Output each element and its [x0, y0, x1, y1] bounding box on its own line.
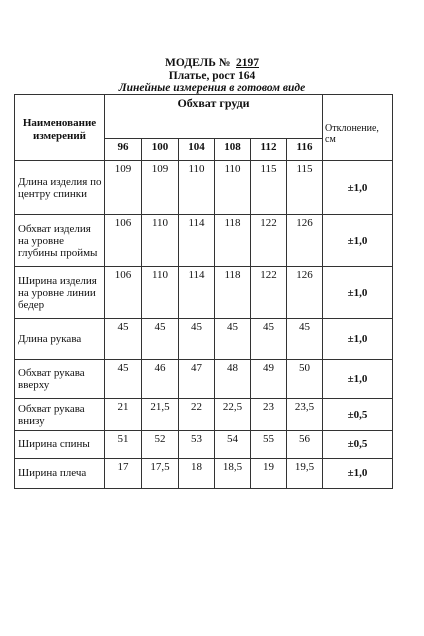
table-row — [15, 359, 393, 399]
measurement-value: 50 — [287, 359, 323, 399]
row-label: Ширина спины — [15, 430, 105, 458]
measurement-value: 23 — [251, 399, 287, 430]
measurement-value: 21 — [105, 399, 142, 430]
measurement-value: 126 — [287, 215, 323, 267]
measurement-value: 23,5 — [287, 399, 323, 430]
measurement-value: 46 — [142, 359, 179, 399]
table-row — [15, 215, 393, 267]
measurement-value: 48 — [215, 359, 251, 399]
measurement-value: 45 — [179, 319, 215, 360]
table-row — [15, 319, 393, 360]
row-label: Ширина плеча — [15, 458, 105, 488]
table-row — [15, 458, 393, 488]
measurement-value: 106 — [105, 267, 142, 319]
measurement-value: 110 — [179, 161, 215, 215]
measurement-value: 51 — [105, 430, 142, 458]
measurement-value: 118 — [215, 215, 251, 267]
measurement-value: 18,5 — [215, 458, 251, 488]
measurements-table — [14, 94, 393, 489]
measurement-value: 56 — [287, 430, 323, 458]
measurement-value: 109 — [105, 161, 142, 215]
measurement-value: 52 — [142, 430, 179, 458]
measurement-value: 45 — [215, 319, 251, 360]
measurement-value: 110 — [215, 161, 251, 215]
measurement-value: 110 — [142, 267, 179, 319]
measurement-value: 118 — [215, 267, 251, 319]
row-label: Обхват изделия на уровне глубины проймы — [15, 215, 105, 267]
deviation-value: ±1,0 — [323, 319, 393, 360]
measurement-value: 45 — [251, 319, 287, 360]
measurement-value: 45 — [287, 319, 323, 360]
deviation-value: ±1,0 — [323, 215, 393, 267]
row-label: Обхват рукава внизу — [15, 399, 105, 430]
measurement-value: 22,5 — [215, 399, 251, 430]
measurement-value: 21,5 — [142, 399, 179, 430]
measurement-value: 53 — [179, 430, 215, 458]
table-row — [15, 399, 393, 430]
model-title — [0, 57, 424, 69]
row-label: Длина изделия по центру спинки — [15, 161, 105, 215]
measurement-value: 17,5 — [142, 458, 179, 488]
product-subtitle: Платье, рост 164 — [168, 70, 256, 82]
model-label: МОДЕЛЬ № — [164, 57, 231, 69]
measurement-value: 110 — [142, 215, 179, 267]
measurement-value: 22 — [179, 399, 215, 430]
size-header-cell: 96 — [105, 139, 142, 161]
measurement-value: 45 — [105, 319, 142, 360]
deviation-column-header: Отклонение, см — [323, 95, 393, 161]
deviation-value: ±1,0 — [323, 161, 393, 215]
name-column-header: Наименование измерений — [15, 95, 105, 161]
measurement-value: 114 — [179, 267, 215, 319]
size-header-cell: 108 — [215, 139, 251, 161]
measurement-value: 55 — [251, 430, 287, 458]
table-row — [15, 161, 393, 215]
measurement-value: 115 — [287, 161, 323, 215]
table-row — [15, 267, 393, 319]
row-label: Обхват рукава вверху — [15, 359, 105, 399]
measurement-value: 45 — [105, 359, 142, 399]
size-header-cell: 100 — [142, 139, 179, 161]
measurement-value: 19 — [251, 458, 287, 488]
measurement-value: 106 — [105, 215, 142, 267]
measurement-value: 17 — [105, 458, 142, 488]
measurement-value: 19,5 — [287, 458, 323, 488]
size-header-cell: 116 — [287, 139, 323, 161]
measurement-value: 49 — [251, 359, 287, 399]
deviation-value: ±0,5 — [323, 399, 393, 430]
measurement-value: 126 — [287, 267, 323, 319]
row-label: Ширина изделия на уровне линии бедер — [15, 267, 105, 319]
measurement-value: 115 — [251, 161, 287, 215]
deviation-value: ±1,0 — [323, 359, 393, 399]
row-label: Длина рукава — [15, 319, 105, 360]
deviation-value: ±1,0 — [323, 267, 393, 319]
chest-girth-header: Обхват груди — [105, 95, 323, 139]
measurement-value: 47 — [179, 359, 215, 399]
measurement-value: 18 — [179, 458, 215, 488]
measurement-value: 45 — [142, 319, 179, 360]
size-header-cell: 112 — [251, 139, 287, 161]
measurement-value: 122 — [251, 215, 287, 267]
measurement-value: 109 — [142, 161, 179, 215]
measurements-body — [15, 161, 393, 489]
measurement-value: 54 — [215, 430, 251, 458]
size-header-cell: 104 — [179, 139, 215, 161]
measurement-value: 114 — [179, 215, 215, 267]
deviation-value: ±0,5 — [323, 430, 393, 458]
measurement-value: 122 — [251, 267, 287, 319]
table-row — [15, 430, 393, 458]
model-number: 2197 — [236, 57, 259, 69]
table-caption: Линейные измерения в готовом виде — [118, 82, 306, 94]
deviation-value: ±1,0 — [323, 458, 393, 488]
